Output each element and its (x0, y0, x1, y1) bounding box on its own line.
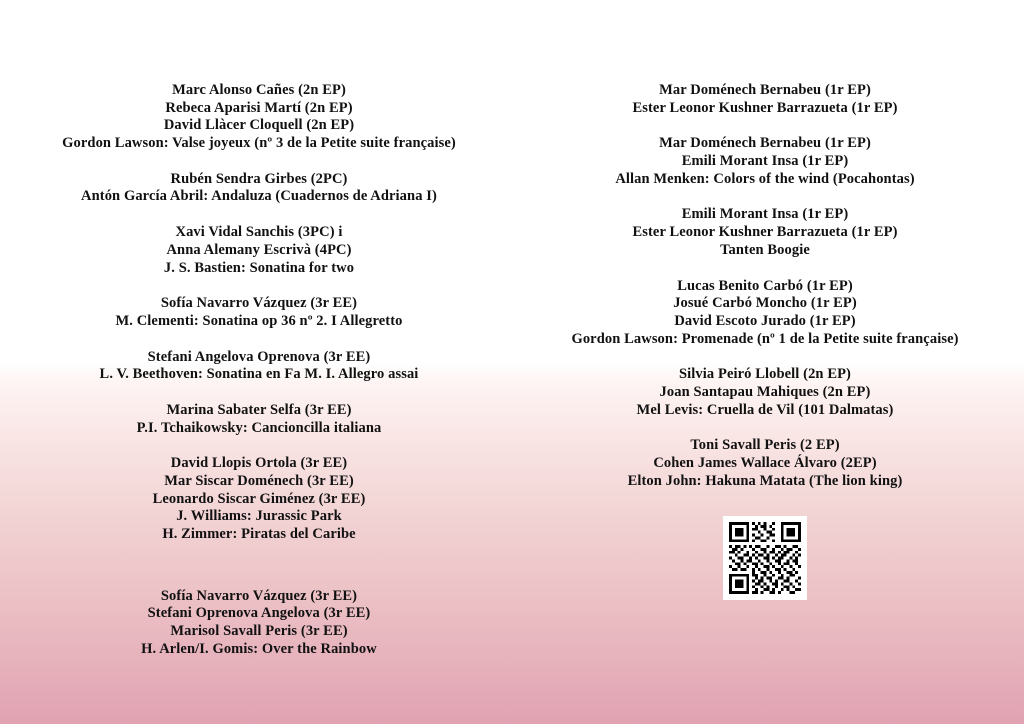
program-entry (536, 82, 994, 117)
performer-name: Ester Leonor Kushner Barrazueta (1r EP) (632, 224, 898, 241)
performer-name: Toni Savall Peris (2 EP) (690, 437, 840, 454)
piece-title: P.I. Tchaikowsky: Cancioncilla italiana (136, 419, 382, 436)
performer-name: Leonardo Siscar Giménez (3r EE) (152, 490, 366, 507)
performer-name: David Llopis Ortola (3r EE) (170, 455, 348, 472)
program-entry (536, 278, 994, 349)
piece-title: Allan Menken: Colors of the wind (Pocahontas) (615, 170, 915, 187)
performer-name: Xavi Vidal Sanchis (3PC) i (175, 224, 343, 241)
program-entry (30, 402, 488, 437)
performer-name: Joan Santapau Mahiques (2n EP) (659, 383, 871, 400)
performer-name: Silvia Peiró Llobell (2n EP) (679, 366, 851, 383)
performer-name: Marina Sabater Selfa (3r EE) (166, 401, 352, 418)
performer-name: Lucas Benito Carbó (1r EP) (677, 277, 853, 294)
performer-name: Josué Carbó Moncho (1r EP) (673, 295, 857, 312)
performer-name: Ester Leonor Kushner Barrazueta (1r EP) (632, 99, 898, 116)
piece-title: Antón García Abril: Andaluza (Cuadernos de Adriana I) (81, 188, 437, 205)
qr-code-container (536, 516, 994, 600)
performer-name: Rebeca Aparisi Martí (2n EP) (165, 99, 353, 116)
piece-title: Gordon Lawson: Valse joyeux (nº 3 de la Petite suite française) (62, 135, 456, 152)
program-entry (30, 349, 488, 384)
piece-title: Gordon Lawson: Promenade (nº 1 de la Petite suite française) (571, 330, 959, 347)
performer-name: Stefani Angelova Oprenova (3r EE) (147, 348, 371, 365)
piece-title: M. Clementi: Sonatina op 36 nº 2. I Allegretto (115, 312, 403, 329)
performer-name: Marc Alonso Cañes (2n EP) (172, 82, 346, 98)
performer-name: Stefani Oprenova Angelova (3r EE) (147, 605, 371, 622)
performer-name: Mar Doménech Bernabeu (1r EP) (659, 82, 871, 98)
program-entry (30, 82, 488, 153)
performer-name: Sofía Navarro Vázquez (3r EE) (160, 587, 358, 604)
right-column (512, 0, 1024, 724)
program-entry (536, 366, 994, 419)
program-entry (536, 206, 994, 259)
program-entry (536, 437, 994, 490)
piece-title: H. Arlen/I. Gomis: Over the Rainbow (141, 640, 377, 657)
performer-name: Mar Siscar Doménech (3r EE) (164, 473, 354, 489)
program-entry (536, 135, 994, 188)
performer-name: Marisol Savall Peris (3r EE) (170, 623, 348, 640)
performer-name: Emili Morant Insa (1r EP) (681, 206, 849, 223)
performer-name: Emili Morant Insa (1r EP) (681, 153, 849, 170)
program-entry (30, 171, 488, 206)
program-entry (30, 588, 488, 659)
section-spacer (30, 562, 488, 588)
qr-code[interactable] (723, 516, 807, 600)
performer-name: Anna Alemany Escrivà (4PC) (166, 241, 352, 258)
performer-name: Rubén Sendra Girbes (2PC) (170, 170, 348, 187)
piece-title: Elton John: Hakuna Matata (The lion king) (627, 472, 903, 489)
performer-name: David Llàcer Cloquell (2n EP) (163, 117, 355, 134)
program-entry (30, 224, 488, 277)
piece-title: H. Zimmer: Piratas del Caribe (162, 526, 356, 543)
piece-title: Tanten Boogie (720, 241, 810, 258)
performer-name: Mar Doménech Bernabeu (1r EP) (659, 135, 871, 152)
qr-code-icon (729, 522, 801, 594)
performer-name: David Escoto Jurado (1r EP) (674, 312, 856, 329)
piece-title: J. Williams: Jurassic Park (176, 508, 342, 525)
performer-name: Cohen James Wallace Álvaro (2EP) (653, 455, 877, 471)
piece-title: L. V. Beethoven: Sonatina en Fa M. I. Allegro assai (99, 366, 419, 383)
piece-title: J. S. Bastien: Sonatina for two (163, 259, 355, 276)
program-entry (30, 455, 488, 543)
piece-title: Mel Levis: Cruella de Vil (101 Dalmatas) (636, 401, 894, 418)
program-entry (30, 295, 488, 330)
performer-name: Sofía Navarro Vázquez (3r EE) (160, 295, 358, 312)
